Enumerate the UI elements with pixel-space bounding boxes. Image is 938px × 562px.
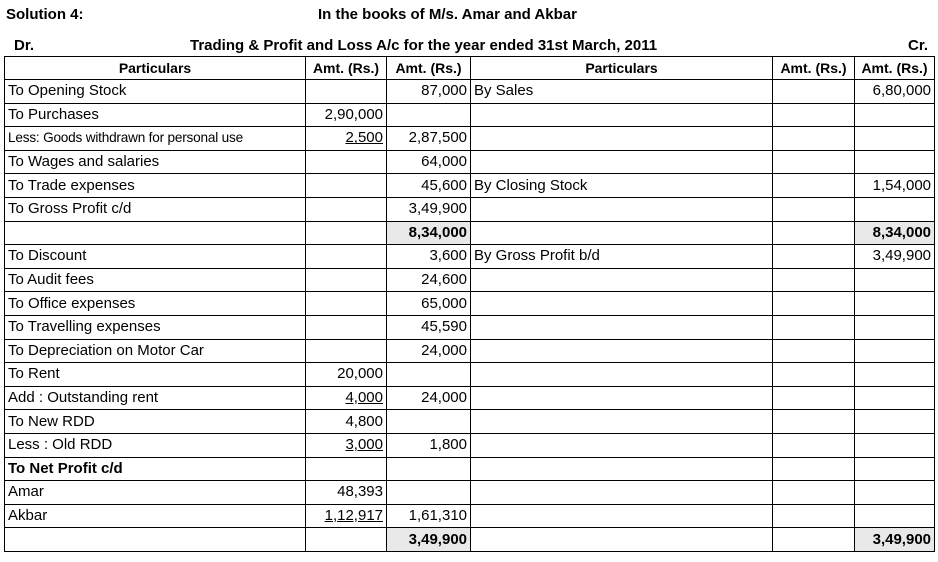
credit-amount-1 (773, 410, 855, 434)
debit-amount-1 (306, 268, 387, 292)
credit-amount-2 (855, 433, 935, 457)
debit-particulars: Less : Old RDD (5, 433, 306, 457)
credit-amount-1 (773, 528, 855, 552)
debit-amount-2: 1,61,310 (387, 504, 471, 528)
ledger-row (5, 339, 935, 363)
debit-particulars: To Net Profit c/d (5, 457, 306, 481)
debit-amount-2 (387, 103, 471, 127)
credit-amount-1 (773, 292, 855, 316)
solution-label: Solution 4: (6, 6, 84, 23)
credit-amount-2 (855, 150, 935, 174)
ledger-row (5, 292, 935, 316)
ledger-row (5, 174, 935, 198)
debit-amount-2: 24,000 (387, 339, 471, 363)
debit-amount-1 (306, 150, 387, 174)
debit-amount-1 (306, 127, 387, 151)
debit-particulars: Add : Outstanding rent (5, 386, 306, 410)
col-header-credit-particulars: Particulars (471, 57, 773, 80)
ledger-row (5, 268, 935, 292)
credit-amount-1 (773, 457, 855, 481)
ledger-row (5, 221, 935, 245)
debit-amount-2: 3,49,900 (387, 528, 471, 552)
credit-particulars (471, 339, 773, 363)
debit-amount-2: 64,000 (387, 150, 471, 174)
debit-amount-1 (306, 457, 387, 481)
credit-amount-2 (855, 481, 935, 505)
credit-particulars (471, 268, 773, 292)
credit-particulars (471, 386, 773, 410)
debit-amount-1 (306, 80, 387, 104)
credit-amount-2: 3,49,900 (855, 528, 935, 552)
debit-particulars (5, 221, 306, 245)
ledger-row (5, 245, 935, 269)
debit-amount-2: 24,600 (387, 268, 471, 292)
debit-particulars: To Opening Stock (5, 80, 306, 104)
credit-amount-2 (855, 268, 935, 292)
credit-amount-1 (773, 481, 855, 505)
ledger-row (5, 315, 935, 339)
credit-particulars: By Gross Profit b/d (471, 245, 773, 269)
credit-amount-2 (855, 315, 935, 339)
credit-amount-2: 1,54,000 (855, 174, 935, 198)
credit-amount-1 (773, 103, 855, 127)
credit-particulars (471, 481, 773, 505)
debit-amount-2 (387, 363, 471, 387)
debit-particulars: To New RDD (5, 410, 306, 434)
col-header-credit-amt2: Amt. (Rs.) (855, 57, 935, 80)
credit-particulars (471, 103, 773, 127)
debit-amount-1 (306, 292, 387, 316)
credit-amount-2 (855, 457, 935, 481)
credit-particulars (471, 127, 773, 151)
credit-amount-2: 8,34,000 (855, 221, 935, 245)
credit-amount-2 (855, 504, 935, 528)
col-header-debit-amt2: Amt. (Rs.) (387, 57, 471, 80)
debit-amount-2 (387, 457, 471, 481)
debit-particulars: To Depreciation on Motor Car (5, 339, 306, 363)
debit-amount-1 (306, 221, 387, 245)
debit-amount-1 (306, 197, 387, 221)
debit-amount-1: 2,90,000 (306, 103, 387, 127)
credit-particulars (471, 504, 773, 528)
debit-amount-1 (306, 386, 387, 410)
debit-particulars: To Gross Profit c/d (5, 197, 306, 221)
debit-particulars: To Wages and salaries (5, 150, 306, 174)
debit-amount-1 (306, 339, 387, 363)
credit-particulars (471, 315, 773, 339)
credit-amount-1 (773, 150, 855, 174)
underlined-amount: 1,12,917 (324, 506, 383, 524)
credit-amount-1 (773, 245, 855, 269)
ledger-row (5, 80, 935, 104)
debit-amount-2: 1,800 (387, 433, 471, 457)
debit-amount-2: 3,600 (387, 245, 471, 269)
credit-amount-1 (773, 315, 855, 339)
debit-amount-2: 45,600 (387, 174, 471, 198)
credit-amount-1 (773, 504, 855, 528)
credit-particulars (471, 363, 773, 387)
credit-amount-1 (773, 433, 855, 457)
col-header-debit-particulars: Particulars (5, 57, 306, 80)
credit-amount-1 (773, 127, 855, 151)
debit-amount-2: 45,590 (387, 315, 471, 339)
ledger-row (5, 528, 935, 552)
debit-amount-1 (306, 528, 387, 552)
credit-particulars (471, 292, 773, 316)
debit-amount-1 (306, 315, 387, 339)
credit-label: Cr. (907, 37, 928, 54)
debit-particulars: To Discount (5, 245, 306, 269)
debit-amount-2: 3,49,900 (387, 197, 471, 221)
credit-amount-1 (773, 268, 855, 292)
col-header-debit-amt1: Amt. (Rs.) (306, 57, 387, 80)
debit-label: Dr. (14, 37, 35, 54)
credit-amount-2 (855, 363, 935, 387)
credit-amount-2: 3,49,900 (855, 245, 935, 269)
ledger-row (5, 127, 935, 151)
debit-amount-1: 20,000 (306, 363, 387, 387)
ledger-row (5, 457, 935, 481)
debit-amount-2: 2,87,500 (387, 127, 471, 151)
credit-particulars (471, 221, 773, 245)
debit-amount-2 (387, 481, 471, 505)
credit-amount-2 (855, 103, 935, 127)
credit-amount-1 (773, 386, 855, 410)
debit-amount-1 (306, 174, 387, 198)
debit-amount-1: 48,393 (306, 481, 387, 505)
debit-particulars: To Audit fees (5, 268, 306, 292)
debit-particulars: Less: Goods withdrawn for personal use (5, 127, 306, 151)
ledger-row (5, 504, 935, 528)
debit-amount-2: 8,34,000 (387, 221, 471, 245)
credit-amount-2: 6,80,000 (855, 80, 935, 104)
col-header-credit-amt1: Amt. (Rs.) (773, 57, 855, 80)
credit-amount-1 (773, 221, 855, 245)
debit-amount-2: 65,000 (387, 292, 471, 316)
credit-amount-1 (773, 363, 855, 387)
debit-particulars: Akbar (5, 504, 306, 528)
debit-particulars: To Rent (5, 363, 306, 387)
credit-particulars: By Sales (471, 80, 773, 104)
credit-particulars (471, 197, 773, 221)
ledger-row (5, 197, 935, 221)
debit-particulars: To Travelling expenses (5, 315, 306, 339)
debit-particulars: Amar (5, 481, 306, 505)
underlined-amount: 4,000 (345, 389, 383, 407)
debit-amount-1: 4,800 (306, 410, 387, 434)
ledger-row (5, 433, 935, 457)
debit-amount-1 (306, 245, 387, 269)
underlined-amount: 2,500 (345, 129, 383, 147)
debit-amount-2 (387, 410, 471, 434)
credit-amount-2 (855, 386, 935, 410)
ledger-row (5, 386, 935, 410)
credit-amount-1 (773, 339, 855, 363)
underlined-amount: 3,000 (345, 436, 383, 454)
credit-particulars: By Closing Stock (471, 174, 773, 198)
ledger-row (5, 103, 935, 127)
credit-amount-2 (855, 197, 935, 221)
credit-particulars (471, 457, 773, 481)
ledger-row (5, 481, 935, 505)
account-title: Trading & Profit and Loss A/c for the year ended 31st March, 2011 (190, 37, 658, 54)
credit-particulars (471, 528, 773, 552)
debit-amount-1 (306, 504, 387, 528)
ledger-table (4, 56, 935, 552)
debit-amount-2: 87,000 (387, 80, 471, 104)
debit-amount-1 (306, 433, 387, 457)
debit-particulars: To Purchases (5, 103, 306, 127)
ledger-row (5, 410, 935, 434)
credit-particulars (471, 433, 773, 457)
credit-amount-1 (773, 80, 855, 104)
debit-particulars: To Trade expenses (5, 174, 306, 198)
credit-amount-1 (773, 197, 855, 221)
credit-amount-2 (855, 410, 935, 434)
books-heading: In the books of M/s. Amar and Akbar (318, 6, 577, 23)
debit-particulars: To Office expenses (5, 292, 306, 316)
credit-amount-2 (855, 292, 935, 316)
credit-amount-2 (855, 339, 935, 363)
debit-particulars (5, 528, 306, 552)
credit-particulars (471, 150, 773, 174)
ledger-row (5, 363, 935, 387)
ledger-row (5, 150, 935, 174)
credit-amount-1 (773, 174, 855, 198)
ledger-header-row (5, 57, 935, 80)
debit-amount-2: 24,000 (387, 386, 471, 410)
credit-amount-2 (855, 127, 935, 151)
credit-particulars (471, 410, 773, 434)
